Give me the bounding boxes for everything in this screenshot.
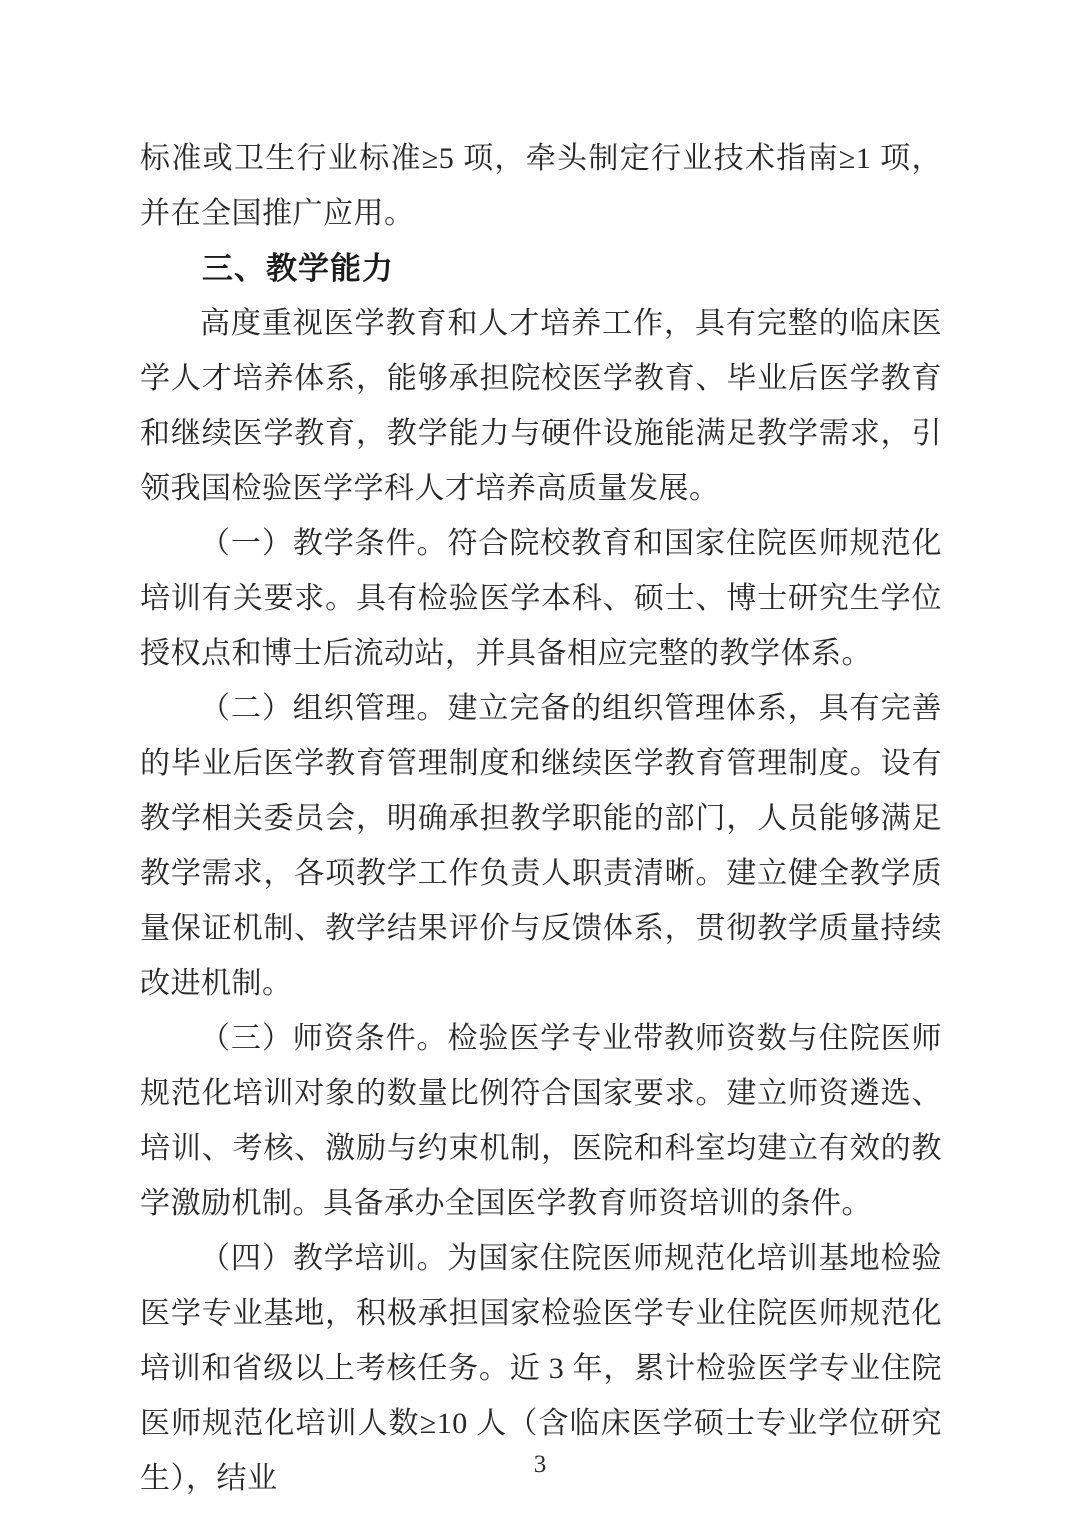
- page-number: 3: [533, 1451, 547, 1478]
- paragraph-item-4-teaching-training: （四）教学培训。为国家住院医师规范化培训基地检验医学专业基地，积极承担国家检验医学专业住院医师规范化培训和省级以上考核任务。近 3 年，累计检验医学专业住院医师规范化培训人数≥10 人（含临床医学硕士专业学位研究生），结业: [140, 1242, 942, 1495]
- paragraph-item-2-organization-management: （二）组织管理。建立完备的组织管理体系，具有完善的毕业后医学教育管理制度和继续医学教育管理制度。设有教学相关委员会，明确承担教学职能的部门，人员能够满足教学需求，各项教学工作负责人职责清晰。建立健全教学质量保证机制、教学结果评价与反馈体系，贯彻教学质量持续改进机制。: [140, 692, 942, 1000]
- paragraph-overview: 高度重视医学教育和人才培养工作，具有完整的临床医学人才培养体系，能够承担院校医学教育、毕业后医学教育和继续医学教育，教学能力与硬件设施能满足教学需求，引领我国检验医学学科人才培养高质量发展。: [140, 307, 942, 505]
- document-body: [140, 131, 942, 1506]
- paragraph-item-3-faculty-conditions: （三）师资条件。检验医学专业带教师资数与住院医师规范化培训对象的数量比例符合国家要求。建立师资遴选、培训、考核、激励与约束机制，医院和科室均建立有效的教学激励机制。具备承办全国医学教育师资培训的条件。: [140, 1022, 942, 1220]
- page-footer: [0, 1450, 1080, 1480]
- section-heading: 三、教学能力: [202, 251, 394, 286]
- paragraph-item-1-teaching-conditions: （一）教学条件。符合院校教育和国家住院医师规范化培训有关要求。具有检验医学本科、硕士、博士研究生学位授权点和博士后流动站，并具备相应完整的教学体系。: [140, 527, 942, 670]
- paragraph-continuation: 标准或卫生行业标准≥5 项，牵头制定行业技术指南≥1 项，并在全国推广应用。: [140, 142, 942, 230]
